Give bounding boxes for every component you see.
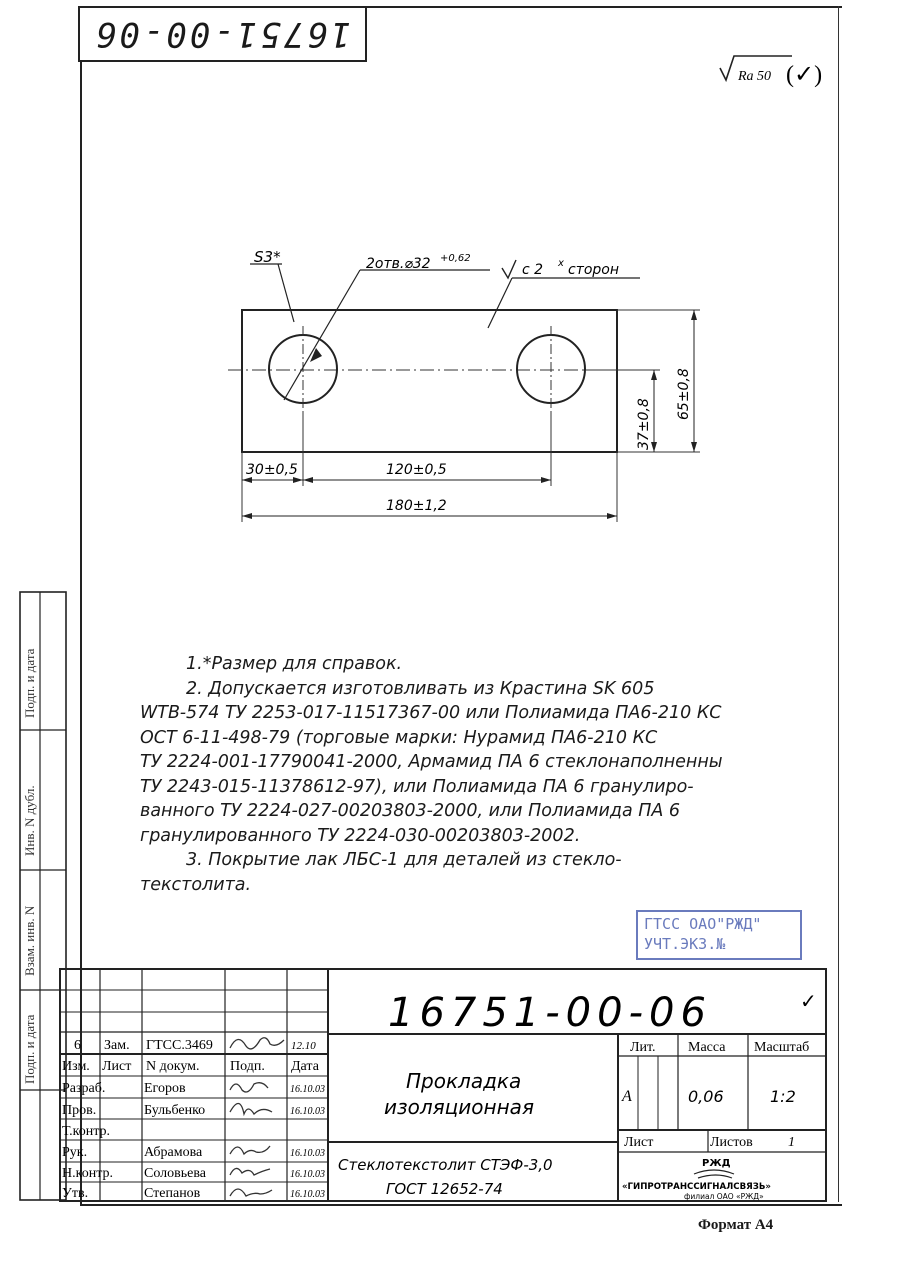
- note-line: гранулированного ТУ 2224-030-00203803-2002.: [140, 825, 581, 846]
- approval-check-icon: ✓: [800, 989, 817, 1013]
- part-drawing: [200, 230, 740, 540]
- surface-label-sup: х: [558, 258, 564, 269]
- mass-label: Масса: [688, 1040, 726, 1055]
- surface-roughness-icon: [502, 260, 516, 278]
- rail-wings-icon: [694, 1170, 734, 1178]
- dim-37-label: 37±0,8: [636, 398, 652, 450]
- note-line: ТУ 2243-015-11378612-97), или Полиамида ПА 6 гранулиро-: [140, 776, 694, 797]
- registration-stamp: [636, 910, 802, 960]
- header-list: Лист: [102, 1059, 132, 1074]
- sheet-frame-right-edge: [838, 6, 839, 1202]
- roughness-check: (✓): [786, 62, 823, 88]
- dim-120-label: 120±0,5: [386, 462, 447, 478]
- dim-180-label: 180±1,2: [386, 498, 447, 514]
- note-line: текстолита.: [140, 874, 252, 895]
- role-label: Пров.: [62, 1103, 97, 1118]
- role-name: Бульбенко: [144, 1103, 206, 1118]
- top-designation-text: 16751-00-06: [93, 14, 352, 54]
- role-label: Разраб.: [62, 1081, 106, 1096]
- org-logo-text: РЖД: [702, 1158, 731, 1169]
- note-line: ТУ 2224-001-17790041-2000, Армамид ПА 6 стеклонаполненны: [140, 752, 723, 772]
- roughness-mark: [712, 50, 832, 90]
- change-number: 6: [74, 1038, 81, 1053]
- signature: [230, 1103, 272, 1114]
- note-line: 3. Покрытие лак ЛБС-1 для деталей из стекло-: [186, 850, 622, 870]
- signature: [230, 1146, 270, 1154]
- header-izm: Изм.: [62, 1059, 90, 1074]
- role-label: Н.контр.: [62, 1166, 113, 1181]
- header-ndoc: N докум.: [146, 1059, 200, 1074]
- technical-notes: [140, 652, 780, 897]
- signatures: [230, 1083, 272, 1196]
- top-designation-stamp: [78, 6, 367, 62]
- sheets-label: Листов: [710, 1135, 753, 1150]
- role-name: Степанов: [144, 1186, 201, 1201]
- part-name-line1: Прокладка: [406, 1069, 522, 1093]
- material-line1: Стеклотекстолит СТЭФ-3,0: [338, 1156, 553, 1174]
- side-label-dupl-inv: Инв. N дубл.: [22, 785, 37, 856]
- header-data: Дата: [291, 1059, 319, 1074]
- role-name: Егоров: [144, 1081, 186, 1096]
- scale-value: 1:2: [770, 1087, 796, 1106]
- note-line: ванного ТУ 2224-027-00203803-2000, или Полиамида ПА 6: [140, 801, 681, 821]
- side-label-sign-date: Подп. и дата: [22, 648, 37, 718]
- roughness-value: Ra 50: [738, 69, 772, 84]
- title-designation: 16751-00-06: [388, 990, 712, 1036]
- role-name: Абрамова: [144, 1145, 203, 1160]
- role-label: Утв.: [62, 1186, 89, 1201]
- part-name-line2: изоляционная: [384, 1095, 534, 1119]
- role-label: Рук.: [62, 1145, 88, 1160]
- change-date: 12.10: [291, 1040, 316, 1052]
- signature: [230, 1083, 268, 1092]
- registration-stamp-line2: УЧТ.ЭКЗ.№: [644, 935, 726, 953]
- dim-65-label: 65±0,8: [676, 368, 692, 420]
- surface-leader: [488, 278, 512, 328]
- dim-30-label: 30±0,5: [246, 462, 298, 478]
- note-line: WTB-574 ТУ 2253-017-11517367-00 или Полиамида ПА6-210 КС: [140, 703, 722, 723]
- role-name: Соловьева: [144, 1166, 206, 1181]
- sheets-value: 1: [788, 1135, 795, 1150]
- note-line: 2. Допускается изготовливать из Крастина SK 605: [186, 678, 655, 699]
- side-label-repl-inv: Взам. инв. N: [22, 905, 37, 976]
- s3-leader: [278, 264, 294, 322]
- role-date: 16.10.03: [290, 1106, 325, 1117]
- org-sub: филиал ОАО «РЖД»: [684, 1192, 764, 1201]
- surface-label-end: сторон: [568, 262, 620, 278]
- material-line2: ГОСТ 12652-74: [386, 1180, 503, 1198]
- s3-label: S3*: [254, 248, 281, 266]
- header-podp: Подп.: [230, 1059, 265, 1074]
- title-block: [58, 968, 828, 1202]
- change-type: Зам.: [104, 1038, 130, 1053]
- lit-label: Лит.: [630, 1040, 656, 1055]
- side-label-sign-date-2: Подп. и дата: [22, 1014, 37, 1084]
- note-line: ОСТ 6-11-498-79 (торговые марки: Нурамид ПА6-210 КС: [140, 727, 658, 748]
- role-date: 16.10.03: [290, 1189, 325, 1200]
- signature: [230, 1168, 270, 1175]
- format-label: Формат А4: [698, 1217, 774, 1233]
- lit-value: А: [622, 1088, 632, 1105]
- role-date: 16.10.03: [290, 1169, 325, 1180]
- org-name: «ГИПРОТРАНССИГНАЛСВЯЗЬ»: [622, 1182, 771, 1192]
- holes-tolerance: +0,62: [440, 253, 471, 264]
- change-document: ГТСС.3469: [146, 1038, 213, 1053]
- surface-label: с 2: [522, 262, 544, 278]
- role-label: Т.контр.: [62, 1124, 111, 1139]
- change-signature: [230, 1038, 284, 1049]
- signature: [230, 1189, 272, 1196]
- mass-value: 0,06: [688, 1087, 724, 1106]
- holes-label: 2отв.⌀32: [366, 256, 431, 272]
- plate-outline: [242, 310, 617, 452]
- note-line: 1.*Размер для справок.: [186, 654, 403, 674]
- registration-stamp-line1: ГТСС ОАО"РЖД": [644, 915, 762, 933]
- role-date: 16.10.03: [290, 1148, 325, 1159]
- roughness-symbol-icon: [712, 50, 832, 90]
- role-date: 16.10.03: [290, 1084, 325, 1095]
- scale-label: Масштаб: [754, 1040, 810, 1055]
- sheet-label: Лист: [624, 1135, 654, 1150]
